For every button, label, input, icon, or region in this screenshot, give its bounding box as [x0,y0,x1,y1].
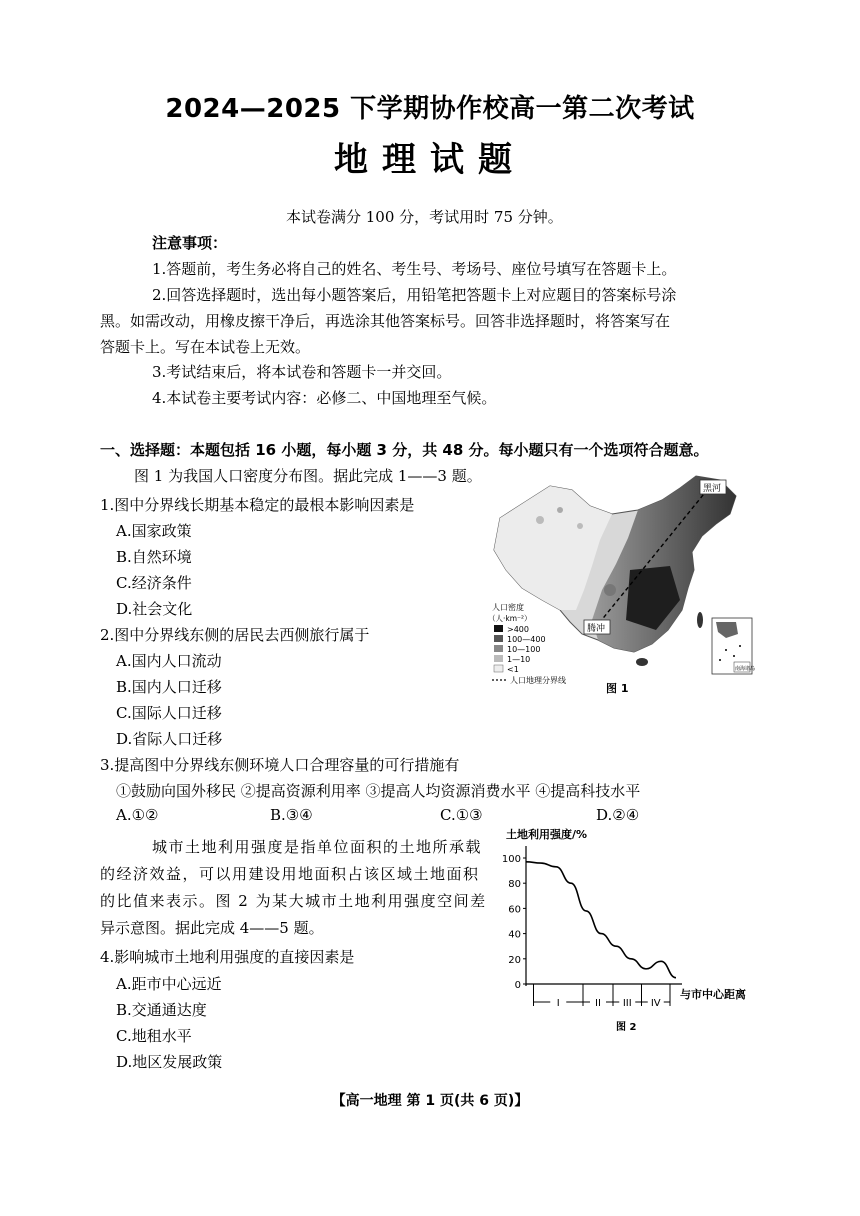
intro-fig2-line3: 的比值来表示。图 2 为某大城市土地利用强度空间差 [100,892,487,910]
q2-option-c[interactable]: C.国际人口迁移 [116,704,222,722]
q3-option-a[interactable]: A.①② [116,806,159,824]
zone-label: III [622,998,632,1009]
section-heading: 一、选择题：本题包括 16 小题，每小题 3 分，共 48 分。每小题只有一个选项符合题意。 [100,441,709,459]
figure2-caption: 图 2 [616,1022,637,1033]
svg-text:<1: <1 [507,665,519,674]
q2-option-a[interactable]: A.国内人口流动 [116,652,222,670]
chart-xlabel: 与市中心距离 [680,988,746,1001]
intro-fig1: 图 1 为我国人口密度分布图。据此完成 1——3 题。 [134,467,482,485]
series-line [526,862,676,978]
note-item-2-line3: 答题卡上。写在本试卷上无效。 [100,338,311,356]
svg-text:人口地理分界线: 人口地理分界线 [510,676,566,685]
intro-fig2-line1: 城市土地利用强度是指单位面积的土地所承载 [152,838,483,856]
figure1-caption: 图 1 [606,682,629,695]
label-heihe: 黑河 [703,484,722,494]
subject-title: 地理试题 [334,140,526,180]
q2-stem: 2.图中分界线东侧的居民去西侧旅行属于 [100,626,370,644]
q1-option-b[interactable]: B.自然环境 [116,548,192,566]
q3-stem: 3.提高图中分界线东侧环境人口合理容量的可行措施有 [100,756,460,774]
q4-option-a[interactable]: A.距市中心远近 [116,975,222,993]
q2-option-d[interactable]: D.省际人口迁移 [116,730,223,748]
y-tick-label: 0 [514,980,521,991]
q3-option-b[interactable]: B.③④ [270,806,313,824]
q4-stem: 4.影响城市土地利用强度的直接因素是 [100,948,355,966]
svg-text:10—100: 10—100 [507,645,541,654]
chart-ylabel: 土地利用强度/% [506,828,588,841]
y-tick-label: 80 [508,879,521,891]
notes-heading: 注意事项： [152,234,228,252]
y-tick-label: 20 [508,954,521,966]
note-item-4: 4.本试卷主要考试内容：必修二、中国地理至气候。 [152,389,497,407]
svg-text:>400: >400 [507,625,529,634]
svg-text:1—10: 1—10 [507,655,531,664]
y-tick-label: 60 [508,904,521,916]
q1-stem: 1.图中分界线长期基本稳定的最根本影响因素是 [100,496,415,514]
figure2-land-use-chart [501,824,760,1038]
q4-option-c[interactable]: C.地租水平 [116,1027,192,1045]
q3-option-d[interactable]: D.②④ [596,806,640,824]
zone-label: I [556,998,560,1009]
svg-text:南海诸岛: 南海诸岛 [735,666,756,672]
q1-option-c[interactable]: C.经济条件 [116,574,192,592]
page-footer: 【高一地理 第 1 页(共 6 页)】 [331,1093,529,1109]
south-china-sea-inset [712,618,755,674]
y-tick-label: 100 [501,854,521,865]
score-info: 本试卷满分 100 分，考试用时 75 分钟。 [286,208,563,226]
label-tengchong: 腾冲 [587,624,606,634]
q4-option-d[interactable]: D.地区发展政策 [116,1053,223,1071]
q1-option-a[interactable]: A.国家政策 [116,522,192,540]
note-item-2-line2: 黑。如需改动，用橡皮擦干净后，再选涂其他答案标号。回答非选择题时，将答案写在 [100,312,671,330]
y-tick-label: 40 [508,929,521,941]
map-legend [488,602,566,685]
intro-fig2-line2: 的经济效益，可以用建设用地面积占该区域土地面积 [100,865,480,883]
note-item-2-line1: 2.回答选择题时，选出每小题答案后，用铅笔把答题卡上对应题目的答案标号涂 [152,286,677,304]
q1-option-d[interactable]: D.社会文化 [116,600,193,618]
figure1-population-map [480,470,758,702]
note-item-1: 1.答题前，考生务必将自己的姓名、考生号、考场号、座位号填写在答题卡上。 [152,260,677,278]
zone-label: IV [650,998,661,1009]
q2-option-b[interactable]: B.国内人口迁移 [116,678,222,696]
intro-fig2-line4: 异示意图。据此完成 4——5 题。 [100,919,324,937]
zone-label: II [595,998,601,1009]
q3-option-c[interactable]: C.①③ [440,806,483,824]
q3-choices: ①鼓励向国外移民 ②提高资源利用率 ③提高人均资源消费水平 ④提高科技水平 [116,782,641,800]
svg-text:人口密度: 人口密度 [492,603,524,612]
note-item-3: 3.考试结束后，将本试卷和答题卡一并交回。 [152,363,452,381]
svg-text:（人·km⁻²）: （人·km⁻²） [488,614,532,623]
q4-option-b[interactable]: B.交通通达度 [116,1001,207,1019]
exam-title: 2024—2025 下学期协作校高一第二次考试 [165,94,695,124]
svg-text:100—400: 100—400 [507,635,546,644]
